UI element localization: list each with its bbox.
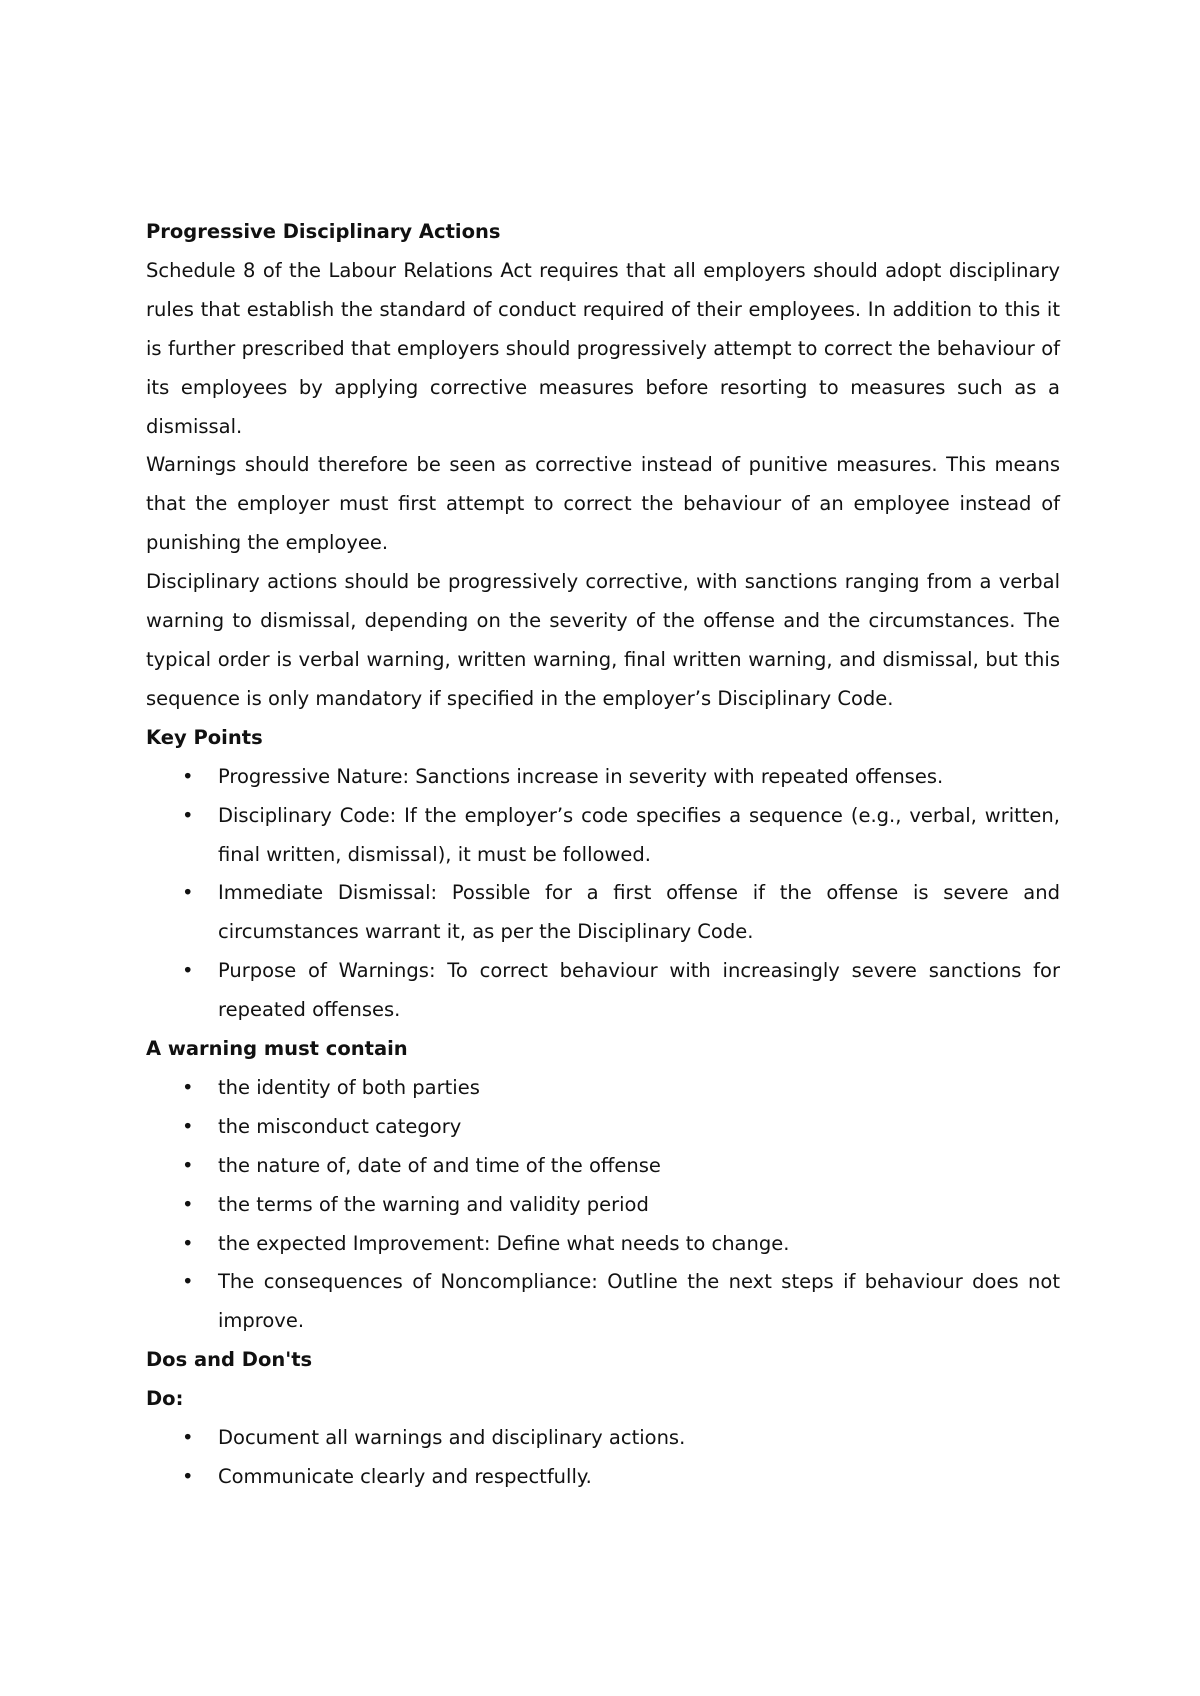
bullet-icon: • [182, 1192, 194, 1216]
list-item [146, 1108, 1060, 1147]
list-item [146, 1263, 1060, 1341]
list-item [146, 952, 1060, 1030]
list-item [146, 874, 1060, 952]
list-item [146, 797, 1060, 875]
list-item [146, 1458, 1060, 1497]
list-item-text: the terms of the warning and validity period [218, 1192, 649, 1216]
list-item-text: the identity of both parties [218, 1075, 480, 1099]
paragraph: Disciplinary actions should be progressively corrective, with sanctions ranging from a verbal warning to dismissal, depending on the severity of the offense and the circumstances. The typical order is verbal warning, written warning, final written warning, and dismissal, but this sequence is only mandatory if specified in the employer’s Disciplinary Code. [146, 570, 1060, 710]
list-item [146, 1186, 1060, 1225]
bullet-icon: • [182, 764, 194, 788]
paragraph: Warnings should therefore be seen as corrective instead of punitive measures. This means that the employer must first attempt to correct the behaviour of an employee instead of punishing the employee. [146, 453, 1060, 555]
list-item [146, 1225, 1060, 1264]
list-item [146, 1069, 1060, 1108]
do-subheading: Do: [146, 1387, 184, 1411]
document-page [146, 213, 1060, 1497]
list-item [146, 1419, 1060, 1458]
bullet-icon: • [182, 1075, 194, 1099]
warning-heading: A warning must contain [146, 1037, 408, 1061]
list-item-text: Purpose of Warnings: To correct behaviour with increasingly severe sanctions for repeated offenses. [218, 959, 1060, 1022]
dos-donts-heading: Dos and Don'ts [146, 1348, 313, 1372]
list-item-text: the misconduct category [218, 1114, 462, 1138]
bullet-icon: • [182, 1231, 194, 1255]
document-title: Progressive Disciplinary Actions [146, 220, 501, 243]
list-item-text: Disciplinary Code: If the employer’s code specifies a sequence (e.g., verbal, written, final written, dismissal), it must be followed. [218, 803, 1060, 866]
list-item-text: Communicate clearly and respectfully. [218, 1465, 592, 1488]
key-points-heading: Key Points [146, 725, 263, 749]
bullet-icon: • [182, 959, 194, 983]
do-list [146, 1419, 1060, 1497]
list-item-text: the nature of, date of and time of the offense [218, 1153, 661, 1177]
key-points-list [146, 758, 1060, 1030]
list-item [146, 1147, 1060, 1186]
list-item-text: Immediate Dismissal: Possible for a first offense if the offense is severe and circumstances warrant it, as per the Disciplinary Code. [218, 881, 1060, 944]
bullet-icon: • [182, 1153, 194, 1177]
bullet-icon: • [182, 803, 194, 827]
bullet-icon: • [182, 881, 194, 905]
list-item-text: The consequences of Noncompliance: Outline the next steps if behaviour does not improve. [218, 1270, 1060, 1333]
bullet-icon: • [182, 1270, 194, 1294]
paragraph: Schedule 8 of the Labour Relations Act requires that all employers should adopt disciplinary rules that establish the standard of conduct required of their employees. In addition to this it is further prescribed that employers should progressively attempt to correct the behaviour of its employees by applying corrective measures before resorting to measures such as a dismissal. [146, 258, 1060, 438]
list-item [146, 758, 1060, 797]
bullet-icon: • [182, 1465, 194, 1488]
bullet-icon: • [182, 1426, 194, 1450]
list-item-text: Document all warnings and disciplinary actions. [218, 1426, 686, 1450]
list-item-text: Progressive Nature: Sanctions increase in severity with repeated offenses. [218, 764, 944, 788]
bullet-icon: • [182, 1114, 194, 1138]
warning-list [146, 1069, 1060, 1341]
list-item-text: the expected Improvement: Define what needs to change. [218, 1231, 790, 1255]
